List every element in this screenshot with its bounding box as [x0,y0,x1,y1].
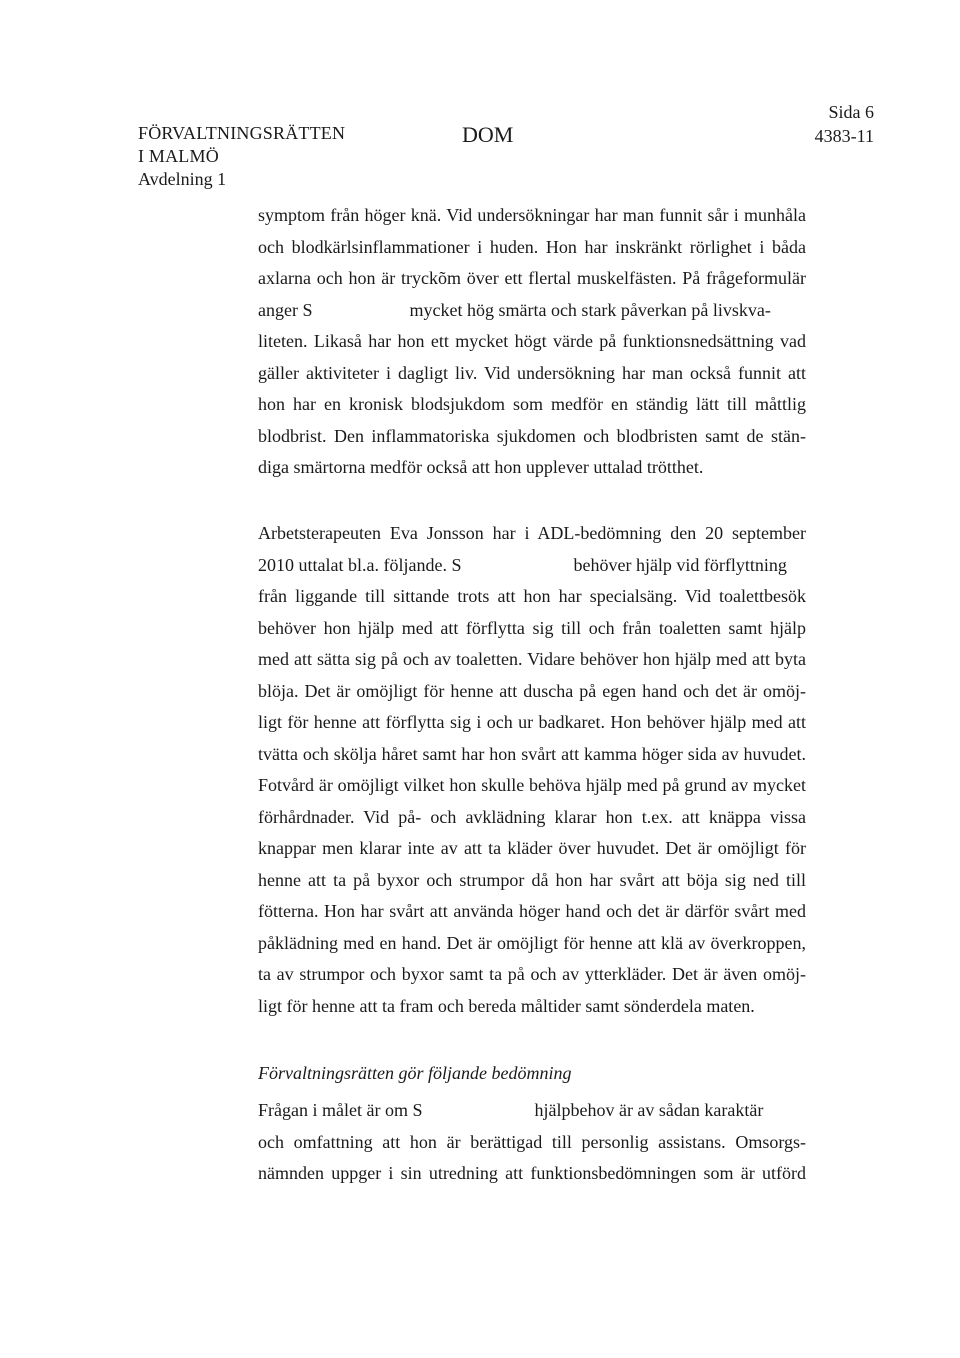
court-name-line1: FÖRVALTNINGSRÄTTEN [138,123,346,143]
text-fragment: anger S [258,299,313,320]
text-line: tvätta och skölja håret samt har hon svårt att kamma höger sida av huvudet. [258,743,806,764]
text-line: Fotvård är omöjligt vilket hon skulle behöva hjälp med på grund av mycket [258,775,806,795]
text-line: och omfattning att hon är berättigad till personlig assistans. Omsorgs- [258,1131,806,1152]
text-line [258,1095,806,1127]
case-number: 4383-11 [814,126,874,146]
text-fragment: mycket hög smärta och stark påverkan på livskva- [409,299,771,320]
text-line: behöver hon hjälp med att förflytta sig till och från toaletten samt hjälp [258,617,806,638]
division-label: Avdelning 1 [138,169,227,189]
text-fragment: behöver hjälp vid förflyttning [573,554,787,575]
text-line: blodbrist. Den inflammatoriska sjukdomen och blodbristen samt de stän- [258,425,806,446]
paragraph-symptoms [258,200,806,484]
text-fragment: 2010 uttalat bl.a. följande. S [258,554,462,575]
text-fragment: Frågan i målet är om S [258,1100,423,1120]
text-line: axlarna och hon är tryckõm över ett flertal muskelfästen. På frågeformulär [258,268,806,288]
text-line [258,295,806,327]
text-line: nämnden uppger i sin utredning att funktionsbedömningen som är utförd [258,1163,806,1183]
text-line: påklädning med en hand. Det är omöjligt för henne att klä av överkroppen, [258,932,806,953]
text-line: blöja. Det är omöjligt för henne att duscha på egen hand och det är omöj- [258,680,806,701]
text-line: ligt för henne att förflytta sig i och ur badkaret. Hon behöver hjälp med att [258,712,806,732]
paragraph-adl-assessment [258,518,806,1022]
paragraph-assessment [258,1095,806,1190]
text-line [258,550,806,582]
assessment-heading: Förvaltningsrätten gör följande bedömning [258,1063,572,1083]
text-line: liteten. Likaså har hon ett mycket högt värde på funktionsnedsättning vad [258,331,806,351]
text-line: med att sätta sig på och av toaletten. Vidare behöver hon hjälp med att byta [258,649,806,669]
court-header [138,122,345,191]
text-line: fötterna. Hon har svårt att använda höger hand och det är därför svårt med [258,901,806,921]
text-line: knappar men klarar inte av att ta kläder över huvudet. Det är omöjligt för [258,838,806,858]
text-line: förhårdnader. Vid på- och avklädning klarar hon t.ex. att knäppa vissa [258,806,806,827]
text-line: gäller aktiviteter i dagligt liv. Vid undersökning har man också funnit att [258,362,806,383]
text-line: Arbetsterapeuten Eva Jonsson har i ADL-bedömning den 20 september [258,523,806,543]
text-line: och blodkärlsinflammationer i huden. Hon har inskränkt rörlighet i båda [258,236,806,257]
text-line: hon har en kronisk blodsjukdom som medför en ständig lätt till måttlig [258,394,806,414]
text-line: ligt för henne att ta fram och bereda måltider samt sönderdela maten. [258,995,755,1016]
text-line: diga smärtorna medför också att hon upplever uttalad trötthet. [258,457,704,477]
text-line: från liggande till sittande trots att hon har specialsäng. Vid toalettbesök [258,586,806,606]
text-line: symptom från höger knä. Vid undersökningar har man funnit sår i munhåla [258,205,806,225]
court-name-line2: I MALMÖ [138,146,219,166]
text-line: henne att ta på byxor och strumpor då hon har svårt att böja sig ned till [258,869,806,890]
page-number: Sida 6 [828,102,874,122]
text-fragment: hjälpbehov är av sådan karaktär [534,1100,764,1120]
text-line: ta av strumpor och byxor samt ta på och av ytterkläder. Det är även omöj- [258,964,806,984]
page-info [815,100,874,148]
document-type: DOM [462,122,514,147]
